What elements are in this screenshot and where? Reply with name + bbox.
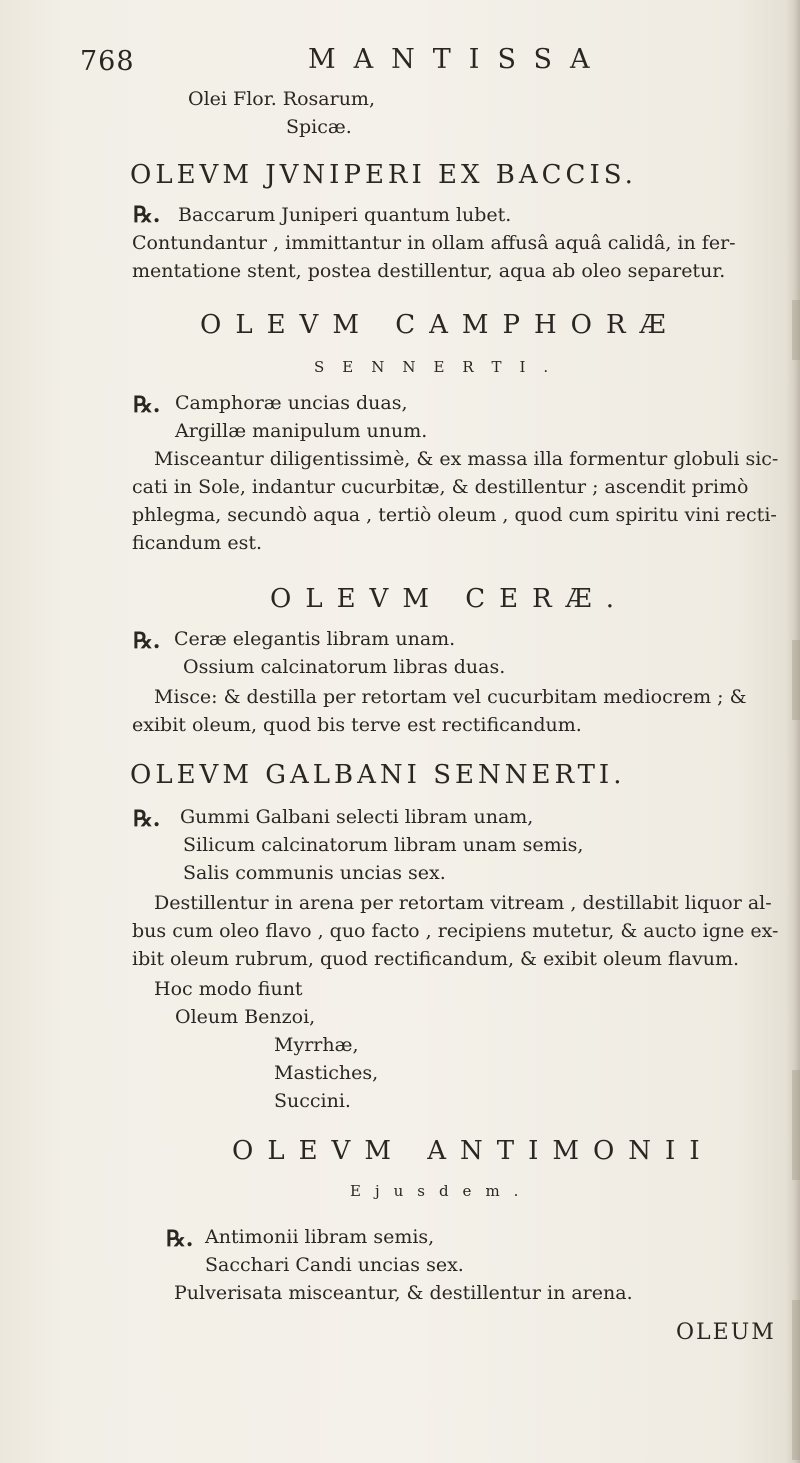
text-line: Silicum calcinatorum libram unam semis, <box>183 834 584 856</box>
section-subtitle: Ejusdem. <box>350 1182 533 1200</box>
section-title: OLEVM CAMPHORÆ <box>200 310 680 340</box>
recipe-symbol: ℞. <box>166 1226 194 1252</box>
page-edge-shadow <box>786 0 800 1463</box>
text-line: Ossium calcinatorum libras duas. <box>183 656 506 678</box>
text-line: ibit oleum rubrum, quod rectificandum, & exibit oleum flavum. <box>132 948 740 970</box>
text-line: exibit oleum, quod bis terve est rectificandum. <box>132 714 582 736</box>
section-title: OLEVM ANTIMONII <box>232 1136 714 1166</box>
edge-stain <box>792 1070 800 1180</box>
running-title: MANTISSA <box>308 44 608 75</box>
text-line: mentatione stent, postea destillentur, aqua ab oleo separetur. <box>132 260 726 282</box>
recipe-symbol: ℞. <box>133 392 161 418</box>
text-line: Olei Flor. Rosarum, <box>188 88 375 110</box>
text-line: Destillentur in arena per retortam vitream , destillabit liquor al- <box>154 892 772 914</box>
text-line: ficandum est. <box>132 532 263 554</box>
text-line: Mastiches, <box>274 1062 379 1084</box>
text-line: Camphoræ uncias duas, <box>175 392 408 414</box>
text-line: Misceantur diligentissimè, & ex massa illa formentur globuli sic- <box>154 448 779 470</box>
section-title: OLEVM CERÆ. <box>270 584 628 614</box>
text-line: Oleum Benzoi, <box>175 1006 316 1028</box>
recipe-symbol: ℞. <box>133 202 161 228</box>
section-subtitle: SENNERTI. <box>314 358 567 376</box>
text-line: Myrrhæ, <box>274 1034 359 1056</box>
text-line: Salis communis uncias sex. <box>183 862 446 884</box>
text-line: Spicæ. <box>286 116 352 138</box>
text-line: Antimonii libram semis, <box>205 1226 435 1248</box>
recipe-symbol: ℞. <box>133 806 161 832</box>
text-line: Gummi Galbani selecti libram unam, <box>180 806 534 828</box>
edge-stain <box>792 300 800 360</box>
text-line: Misce: & destilla per retortam vel cucurbitam mediocrem ; & <box>154 686 747 708</box>
text-line: bus cum oleo flavo , quo facto , recipiens mutetur, & aucto igne ex- <box>132 920 779 942</box>
text-line: Ceræ elegantis libram unam. <box>174 628 456 650</box>
text-line: Pulverisata misceantur, & destillentur in arena. <box>174 1282 633 1304</box>
text-line: cati in Sole, indantur cucurbitæ, & destillentur ; ascendit primò <box>132 476 749 498</box>
text-line: Succini. <box>274 1090 351 1112</box>
text-line: Contundantur , immittantur in ollam affusâ aquâ calidâ, in fer- <box>132 232 736 254</box>
edge-stain <box>792 640 800 720</box>
text-line: Hoc modo fiunt <box>154 978 303 1000</box>
edge-stain <box>792 1300 800 1460</box>
text-line: Baccarum Juniperi quantum lubet. <box>178 204 512 226</box>
text-line: Argillæ manipulum unum. <box>175 420 428 442</box>
section-title: OLEVM JVNIPERI EX BACCIS. <box>130 160 637 190</box>
section-title: OLEVM GALBANI SENNERTI. <box>130 760 626 790</box>
catchword: OLEUM <box>676 1320 776 1345</box>
text-line: Sacchari Candi uncias sex. <box>205 1254 464 1276</box>
text-line: phlegma, secundò aqua , tertiò oleum , quod cum spiritu vini recti- <box>132 504 777 526</box>
page-number: 768 <box>80 46 135 77</box>
recipe-symbol: ℞. <box>133 628 161 654</box>
